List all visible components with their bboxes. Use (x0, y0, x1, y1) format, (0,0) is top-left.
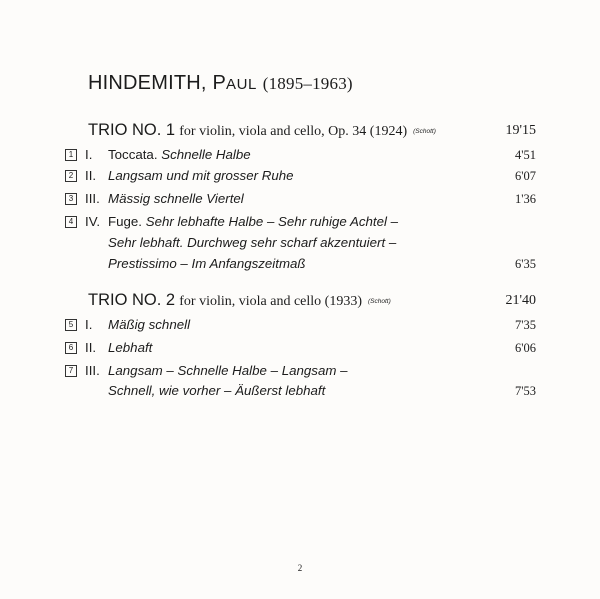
track-duration: 1'36 (514, 192, 536, 206)
movement-number: II. (85, 340, 97, 355)
track-row[interactable] (65, 315, 536, 335)
movement-number: III. (85, 191, 100, 206)
track-number-box: 4 (65, 216, 77, 228)
movement-title: Mässig schnelle Viertel (108, 191, 244, 206)
movement-title: Mäßig schnell (108, 317, 191, 332)
movement-title: Fuge. Sehr lebhafte Halbe – Sehr ruhige Achtel – (108, 214, 399, 229)
track-number-box: 1 (65, 149, 77, 161)
track-duration: 6'35 (514, 257, 536, 271)
movement-number: I. (85, 317, 93, 332)
work-duration: 19'15 (505, 123, 536, 138)
work-title: TRIO NO. 2 (88, 291, 176, 309)
movement-number: I. (85, 147, 93, 162)
composer-heading (88, 72, 353, 95)
track-duration: 4'51 (514, 148, 536, 162)
work-heading-trio-1 (88, 121, 536, 140)
movement-title-line-3: Prestissimo – Im Anfangszeitmaß (108, 256, 306, 271)
movement-number: II. (85, 168, 97, 183)
track-duration: 7'35 (514, 318, 536, 332)
work-description: for violin, viola and cello, Op. 34 (1924) (179, 124, 408, 139)
work-heading-trio-2 (88, 291, 536, 310)
movement-title-line-2: Schnell, wie vorher – Äußerst lebhaft (108, 383, 326, 398)
track-row[interactable] (65, 361, 536, 401)
track-duration: 6'06 (514, 341, 536, 355)
work-publisher: (Schott) (413, 128, 436, 135)
track-row[interactable] (65, 166, 536, 186)
composer-first-name: PAUL (212, 72, 257, 94)
track-row[interactable] (65, 338, 536, 358)
track-row[interactable] (65, 145, 536, 165)
work-title: TRIO NO. 1 (88, 121, 176, 139)
track-number-box: 3 (65, 193, 77, 205)
work-duration: 21'40 (505, 293, 536, 308)
work-publisher: (Schott) (368, 298, 391, 305)
movement-title: Lebhaft (108, 340, 153, 355)
track-number-box: 2 (65, 170, 77, 182)
movement-title: Langsam – Schnelle Halbe – Langsam – (108, 363, 348, 378)
track-duration: 6'07 (514, 169, 536, 183)
composer-dates: (1895–1963) (262, 74, 353, 93)
track-row[interactable] (65, 189, 536, 209)
movement-number: IV. (85, 214, 101, 229)
movement-number: III. (85, 363, 100, 378)
track-duration: 7'53 (514, 384, 536, 398)
track-row[interactable] (65, 212, 536, 272)
track-number-box: 7 (65, 365, 77, 377)
movement-title-line-2: Sehr lebhaft. Durchweg sehr scharf akzentuiert – (108, 235, 397, 250)
movement-title: Toccata. Schnelle Halbe (108, 147, 251, 162)
page-number: 2 (297, 563, 303, 573)
track-number-box: 5 (65, 319, 77, 331)
composer-surname: HINDEMITH, (88, 72, 207, 94)
work-description: for violin, viola and cello (1933) (179, 294, 362, 309)
track-number-box: 6 (65, 342, 77, 354)
movement-title: Langsam und mit grosser Ruhe (108, 168, 294, 183)
